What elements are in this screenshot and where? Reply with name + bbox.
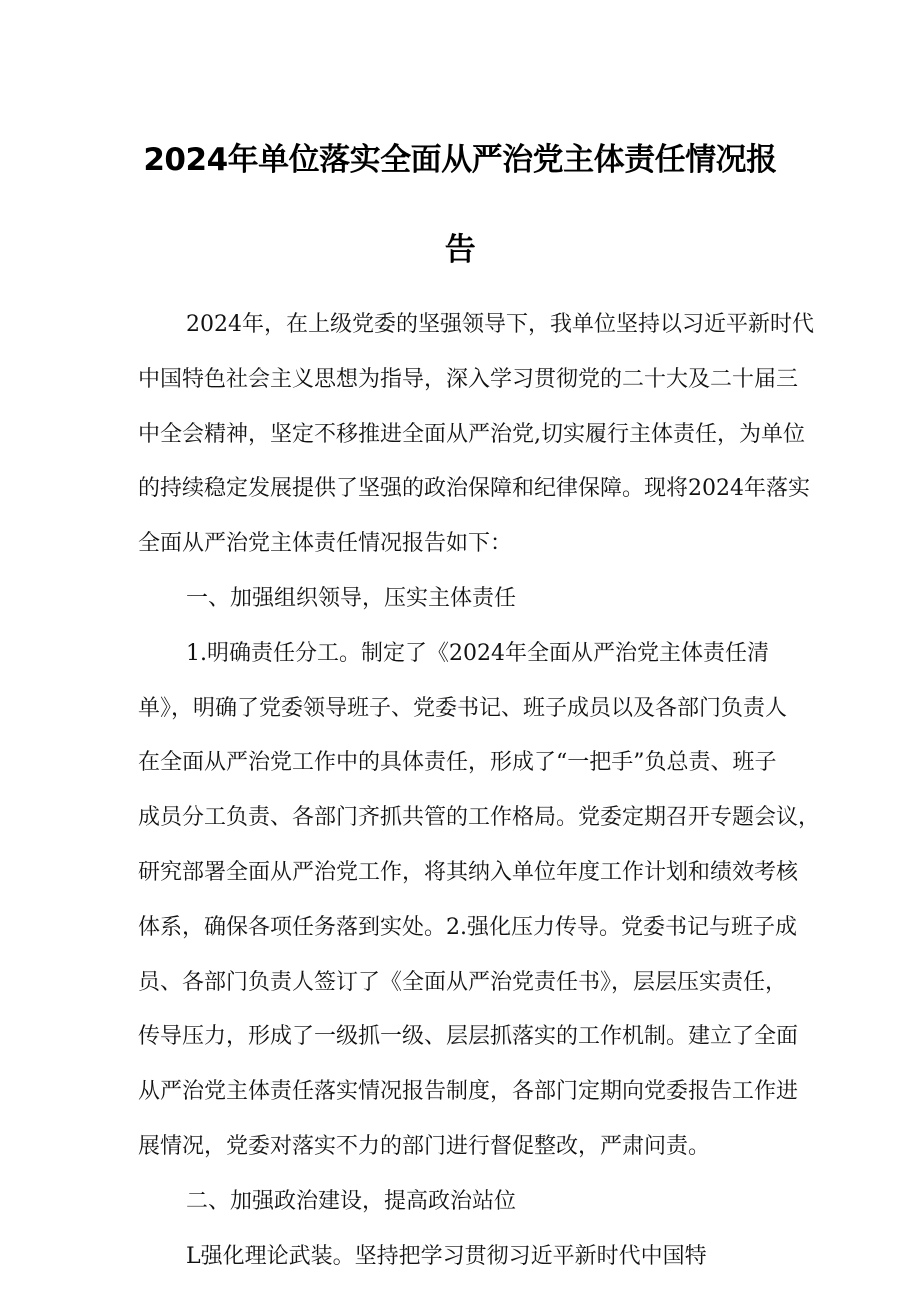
paragraph-section1-line-8: 传导压力，形成了一级抓一级、层层抓落实的工作机制。建立了全面 [138,1024,799,1049]
paragraph-section1-line-3: 在全面从严治党工作中的具体责任，形成了“一把手”负总责、班子 [138,750,777,775]
paragraph-section1-line-9: 从严治党主体责任落实情况报告制度，各部门定期向党委报告工作进 [138,1079,799,1104]
paragraph-section1-line-10: 展情况，党委对落实不力的部门进行督促整改，严肃问责。 [138,1134,711,1159]
paragraph-section1-line-7: 员、各部门负责人签订了《全面从严治党责任书》，层层压实责任， [138,970,788,995]
document-title-line-2: 告 [444,232,476,268]
paragraph-section1-line-4: 成员分工负责、各部门齐抓共管的工作格局。党委定期召开专题会议， [138,805,821,830]
section-heading-1: 一、加强组织领导，压实主体责任 [186,586,517,611]
paragraph-section1-line-6: 体系，确保各项任务落到实处。2.强化压力传导。党委书记与班子成 [138,915,797,940]
section-heading-2: 二、加强政治建设，提高政治站位 [186,1189,517,1214]
paragraph-intro-line-1: 2024年，在上级党委的坚强领导下，我单位坚持以习近平新时代 [186,312,814,337]
paragraph-section1-line-1: 1.明确责任分工。制定了《2024年全面从严治党主体责任清 [186,641,769,666]
document-title-line-1: 2024年单位落实全面从严治党主体责任情况报 [143,142,777,178]
paragraph-intro-line-4: 的持续稳定发展提供了坚强的政治保障和纪律保障。现将2024年落实 [138,476,810,501]
paragraph-intro-line-5: 全面从严治党主体责任情况报告如下： [138,531,513,556]
paragraph-section2-line-1: L强化理论武装。坚持把学习贯彻习近平新时代中国特 [186,1244,707,1269]
paragraph-section1-line-5: 研究部署全面从严治党工作，将其纳入单位年度工作计划和绩效考核 [138,860,799,885]
paragraph-intro-line-2: 中国特色社会主义思想为指导，深入学习贯彻党的二十大及二十届三 [138,367,799,392]
paragraph-intro-line-3: 中全会精神，坚定不移推进全面从严治党,切实履行主体责任，为单位 [138,422,805,447]
paragraph-section1-line-2: 单》，明确了党委领导班子、党委书记、班子成员以及各部门负责人 [138,696,788,721]
